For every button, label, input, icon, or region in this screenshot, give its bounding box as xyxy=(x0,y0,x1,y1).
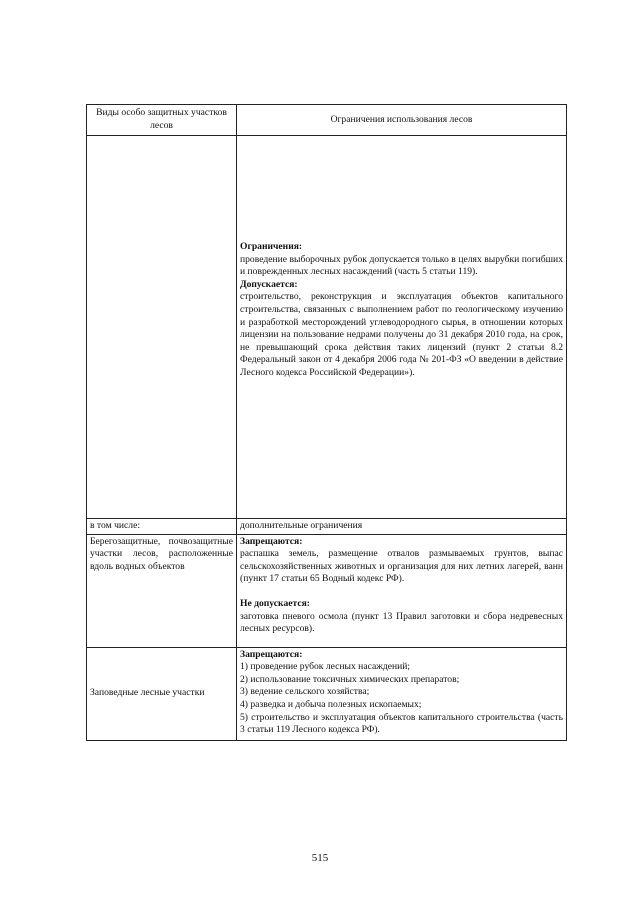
heading-prohibited: Запрещаются: xyxy=(240,535,303,547)
table-row xyxy=(87,136,567,519)
text-allowed: строительство, реконструкция и эксплуатация объектов капитального строительства, связанных с выполнением работ по геологическому изучению и разработкой месторождений углеводородного сырья, в отношении которых лицензии на пользование недрами получены до 31 декабря 2010 года, на срок, не превышающий срока действия таких лицензий (пункт 2 статьи 8.2 Федеральный закон от 4 декабря 2006 года № 201-ФЗ «О введении в действие Лесного кодекса Российской Федерации»). xyxy=(240,291,563,378)
text-restrictions: проведение выборочных рубок допускается только в целях вырубки погибших и поврежденных лесных насаждений (часть 5 статьи 119). xyxy=(240,253,563,278)
list-item: 1) проведение рубок лесных насаждений; xyxy=(240,661,411,673)
heading-prohibited-reserved: Запрещаются: xyxy=(240,648,303,660)
spacer xyxy=(240,586,563,598)
heading-not-allowed: Не допускается: xyxy=(240,597,310,609)
table-row xyxy=(87,647,567,740)
list-item: 3) ведение сельского хозяйства; xyxy=(240,686,370,698)
list-item: 5) строительство и эксплуатация объектов капитального строительства (часть 3 статьи 119 Лесного кодекса РФ). xyxy=(240,711,563,736)
cell-shore-restrictions xyxy=(237,534,567,647)
cell-including: в том числе: xyxy=(87,519,237,535)
list-item: 2) использование токсичных химических препаратов; xyxy=(240,673,460,685)
restrictions-table xyxy=(86,104,567,741)
text-not-allowed: заготовка пневого осмола (пункт 13 Правил заготовки и сбора недревесных лесных ресурсов). xyxy=(240,610,563,635)
header-restrictions: Ограничения использования лесов xyxy=(237,105,567,136)
cell-reserved-areas: Заповедные лесные участки xyxy=(87,647,237,740)
heading-allowed: Допускается: xyxy=(240,278,298,290)
page-number: 515 xyxy=(311,852,329,864)
cell-main-restrictions xyxy=(237,136,567,519)
heading-restrictions: Ограничения: xyxy=(240,241,303,252)
table-header-row xyxy=(87,105,567,136)
cell-additional-restrictions: дополнительные ограничения xyxy=(237,519,567,535)
header-forest-types: Виды особо защитных участков лесов xyxy=(87,105,237,136)
table-row xyxy=(87,534,567,647)
cell-reserved-restrictions xyxy=(237,647,567,740)
table-row xyxy=(87,519,567,535)
text-prohibited: распашка земель, размещение отвалов размываемых грунтов, выпас сельскохозяйственных животных и организация для них летних лагерей, ванн (пункт 17 статьи 65 Водный кодекс РФ). xyxy=(240,548,563,585)
cell-shore-protection: Берегозащитные, почвозащитные участки лесов, расположенные вдоль водных объектов xyxy=(87,534,237,647)
cell-empty xyxy=(87,136,237,519)
list-item: 4) разведка и добыча полезных ископаемых; xyxy=(240,698,422,710)
